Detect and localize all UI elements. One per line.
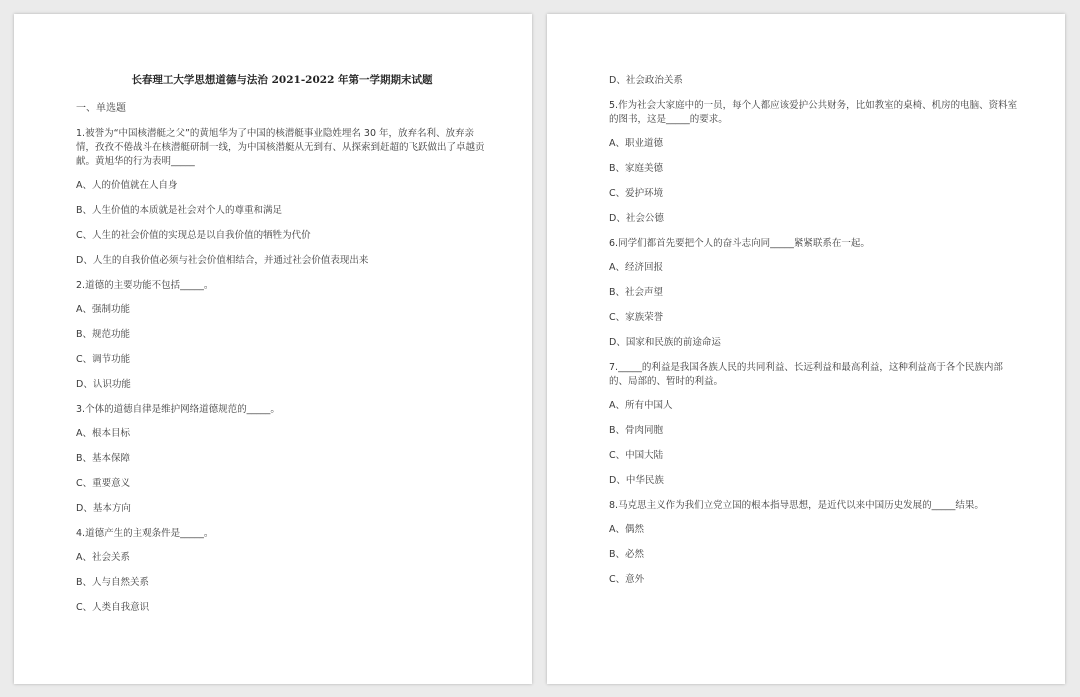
question-6-option-d: D、国家和民族的前途命运: [609, 337, 721, 348]
question-7-option-c: C、中国大陆: [609, 450, 664, 461]
question-7: 7._____的利益是我国各族人民的共同利益、长远利益和最高利益，这种利益高于各个民族内部的、局部的、暂时的利益。: [609, 362, 1003, 387]
question-1-option-a: A、人的价值就在人自身: [76, 180, 178, 191]
question-6: 6.同学们都首先要把个人的奋斗志向同_____紧紧联系在一起。: [609, 238, 870, 249]
question-5-option-c: C、爱护环境: [609, 188, 664, 199]
question-4-option-c: C、人类自我意识: [76, 602, 150, 613]
question-4: 4.道德产生的主观条件是_____。: [76, 528, 214, 539]
question-3-option-a: A、根本目标: [76, 428, 130, 439]
question-2-option-b: B、规范功能: [76, 329, 131, 340]
question-8-option-a: A、偶然: [609, 524, 644, 535]
question-3-option-d: D、基本方向: [76, 503, 131, 514]
question-8: 8.马克思主义作为我们立党立国的根本指导思想，是近代以来中国历史发展的_____结果。: [609, 500, 984, 511]
document-title: 长春理工大学思想道德与法治 2021-2022 年第一学期期末试题: [131, 74, 433, 86]
question-4-option-d: D、社会政治关系: [609, 75, 683, 86]
question-6-option-b: B、社会声望: [609, 287, 664, 298]
question-3-option-b: B、基本保障: [76, 453, 131, 464]
question-7-option-d: D、中华民族: [609, 475, 664, 486]
question-1-option-b: B、人生价值的本质就是社会对个人的尊重和满足: [76, 205, 283, 216]
question-4-option-a: A、社会关系: [76, 552, 130, 563]
question-2-option-c: C、调节功能: [76, 354, 131, 365]
question-4-option-b: B、人与自然关系: [76, 577, 150, 588]
question-5: 5.作为社会大家庭中的一员，每个人都应该爱护公共财务，比如教室的桌椅、机房的电脑、资料室的图书，这是_____的要求。: [609, 100, 1018, 125]
question-3-option-c: C、重要意义: [76, 478, 131, 489]
document-page-right: [547, 14, 1065, 684]
question-1: 1.被誉为“中国核潜艇之父”的黄旭华为了中国的核潜艇事业隐姓埋名 30 年，放弃名利、放弃亲情，孜孜不倦战斗在核潜艇研制一线，为中国核潜艇从无到有、从探索到赶超的飞跃做出了卓越贡献。黄旭华的行为表明_____: [76, 128, 485, 167]
question-6-option-c: C、家族荣誉: [609, 312, 664, 323]
question-7-option-b: B、骨肉同胞: [609, 425, 664, 436]
document-page-left: [14, 14, 532, 684]
question-2-option-d: D、认识功能: [76, 379, 131, 390]
question-3: 3.个体的道德自律是维护网络道德规范的_____。: [76, 404, 280, 415]
section-heading: 一、单选题: [76, 103, 126, 114]
question-6-option-a: A、经济回报: [609, 262, 663, 273]
question-5-option-b: B、家庭美德: [609, 163, 664, 174]
question-2: 2.道德的主要功能不包括_____。: [76, 280, 214, 291]
question-8-option-b: B、必然: [609, 549, 645, 560]
question-7-option-a: A、所有中国人: [609, 400, 673, 411]
question-5-option-a: A、职业道德: [609, 138, 663, 149]
question-8-option-c: C、意外: [609, 574, 645, 585]
question-1-option-c: C、人生的社会价值的实现总是以自我价值的牺牲为代价: [76, 230, 311, 241]
question-2-option-a: A、强制功能: [76, 304, 130, 315]
question-1-option-d: D、人生的自我价值必须与社会价值相结合，并通过社会价值表现出来: [76, 255, 369, 266]
question-5-option-d: D、社会公德: [609, 213, 664, 224]
